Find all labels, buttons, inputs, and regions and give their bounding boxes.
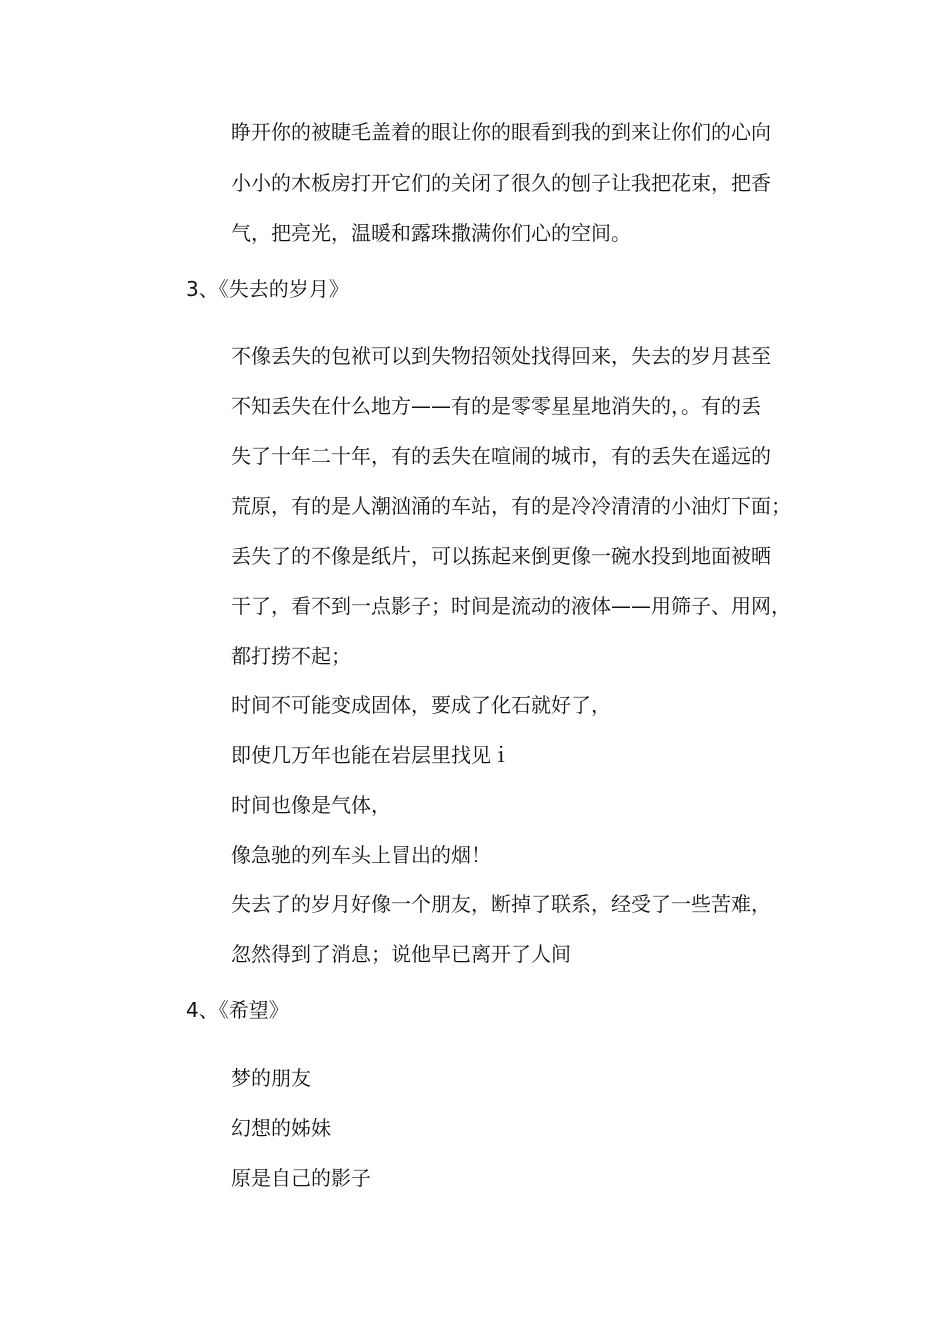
section-3-line: 时间不可能变成固体，要成了化石就好了， <box>231 693 611 717</box>
section-4-heading: 4、《希望》 <box>186 998 289 1022</box>
section-3-line: 不知丢失在什么地方——有的是零零星星地消失的，。有的丢 <box>231 394 761 418</box>
section-3-line: 失了十年二十年，有的丢失在喧闹的城市，有的丢失在遥远的 <box>231 444 771 468</box>
intro-line: 睁开你的被睫毛盖着的眼让你的眼看到我的到来让你们的心向 <box>231 120 771 144</box>
section-3-line: 都打捞不起； <box>231 644 351 668</box>
section-3-heading: 3、《失去的岁月》 <box>186 277 349 301</box>
section-4-line: 原是自己的影子 <box>231 1166 371 1190</box>
section-3-line: 失去了的岁月好像一个朋友，断掉了联系，经受了一些苦难， <box>231 892 771 916</box>
intro-line: 气，把亮光，温暖和露珠撒满你们心的空间。 <box>231 221 631 245</box>
section-3-line: 像急驰的列车头上冒出的烟！ <box>231 843 491 867</box>
section-3-line: 荒原，有的是人潮汹涌的车站，有的是冷冷清清的小油灯下面； <box>231 494 791 518</box>
section-4-line: 幻想的姊妹 <box>231 1116 331 1140</box>
section-3-line: 干了，看不到一点影子；时间是流动的液体——用筛子、用网， <box>231 594 791 618</box>
section-3-line: 时间也像是气体， <box>231 793 391 817</box>
intro-line: 小小的木板房打开它们的关闭了很久的刨子让我把花束，把香 <box>231 171 771 195</box>
section-3-line: 即使几万年也能在岩层里找见ｉ <box>231 743 511 767</box>
section-3-line: 忽然得到了消息；说他早已离开了人间 <box>231 942 571 966</box>
section-4-line: 梦的朋友 <box>231 1066 311 1090</box>
section-3-line: 丢失了的不像是纸片，可以拣起来倒更像一碗水投到地面被晒 <box>231 544 771 568</box>
section-3-line: 不像丢失的包袱可以到失物招领处找得回来，失去的岁月甚至 <box>231 344 771 368</box>
